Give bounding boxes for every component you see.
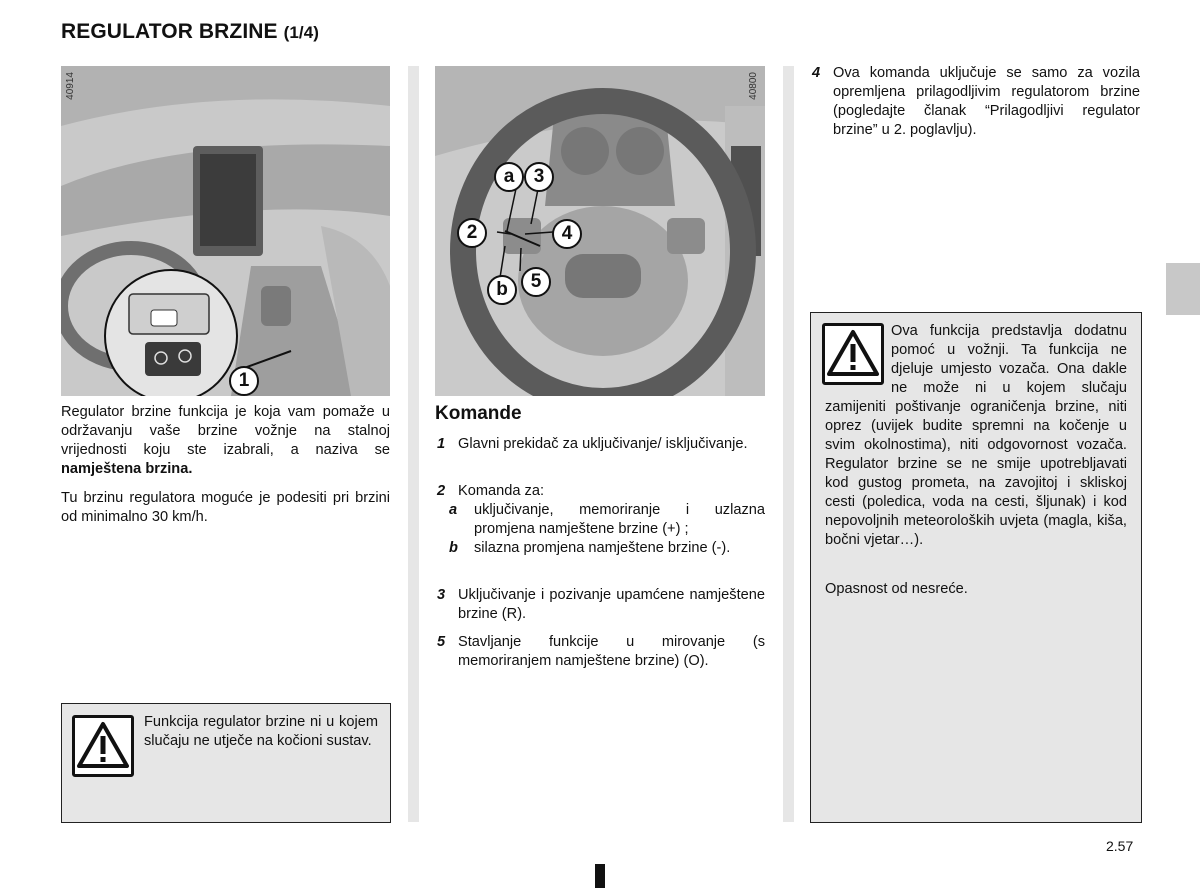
- title-text: REGULATOR BRZINE: [61, 20, 278, 43]
- image-id-40800: 40800: [748, 72, 759, 100]
- steering-wheel-illustration: [435, 66, 765, 396]
- item-text: Glavni prekidač za uključivanje/ isključivanje.: [458, 436, 748, 452]
- item-number: 5: [437, 634, 446, 650]
- dashboard-illustration: [61, 66, 390, 396]
- item-text: Uključivanje i pozivanje upamćene namještene brzine (R).: [458, 587, 765, 622]
- item-number: 1: [437, 436, 446, 452]
- command-subitem-b: [435, 539, 765, 558]
- callout-4: 4: [552, 219, 582, 249]
- warning-box-safety: [810, 312, 1142, 823]
- warning-box-braking: [61, 703, 391, 823]
- command-item-3: [435, 586, 765, 624]
- item-text: Ova komanda uključuje se samo za vozila opremljena prilagodljivim regulatorom brzine (pogledajte članak “Prilagodljivi regulator brzine” u 2. poglavlju).: [833, 65, 1140, 138]
- dashboard-drawing: [61, 66, 390, 396]
- callout-b: b: [487, 275, 517, 305]
- callout-a: a: [494, 162, 524, 192]
- warning-text-safety: [825, 322, 1127, 550]
- subitem-letter: b: [449, 540, 458, 556]
- subitem-text: silazna promjena namještene brzine (-).: [474, 540, 731, 556]
- callout-3: 3: [524, 162, 554, 192]
- item-number: 2: [437, 483, 446, 499]
- intro-paragraph: [61, 403, 390, 479]
- chapter-tab: [1166, 263, 1200, 315]
- title-part: (1/4): [283, 23, 320, 42]
- gutter-right: [783, 66, 794, 822]
- command-item-5: [435, 633, 765, 671]
- intro-text: Regulator brzine funkcija je koja vam pomaže u održavanju vaše brzine vožnje na stalnoj vrijednosti koju ste izabrali, a naziva se: [61, 404, 390, 458]
- page-marker: [595, 864, 605, 888]
- item-number: 4: [812, 65, 821, 81]
- command-subitem-a: [435, 501, 765, 539]
- min-speed-paragraph: Tu brzinu regulatora moguće je podesiti pri brzini od minimalno 30 km/h.: [61, 490, 390, 525]
- callout-1: 1: [229, 366, 259, 396]
- subitem-text: uključivanje, memoriranje i uzlazna promjena namještene brzine (+) ;: [474, 502, 765, 537]
- command-item-1: [435, 435, 765, 454]
- callout-2: 2: [457, 218, 487, 248]
- item-text: Komanda za:: [458, 483, 544, 499]
- image-id-40914: 40914: [65, 72, 76, 100]
- safety-paragraph: Ova funkcija predstavlja dodatnu pomoć u vožnji. Ta funkcija ne djeluje umjesto vozača. Ona dakle ne može ni u kojem slučaju zamijeniti poštivanje ograničenja brzine, niti oprez (uvijek budite spremni na kočenje u svim okolnostima), niti odgovornost vozača. Regulator brzine se ne smije upotrebljavati kod gustog prometa, na zavojitoj i skliskoj cesti (poledica, voda na cesti, šljunak) i kod nepovoljnih meteoroloških uvjeta (magla, kiša, bočni vjetar…).: [825, 323, 1127, 548]
- intro-bold: namještena brzina.: [61, 461, 193, 477]
- subitem-letter: a: [449, 502, 458, 518]
- section-heading-komande: Komande: [435, 403, 522, 424]
- warning-text-braking: Funkcija regulator brzine ni u kojem slučaju ne utječe na kočioni sustav.: [144, 714, 378, 749]
- warning-icon: [72, 715, 134, 777]
- callout-5: 5: [521, 267, 551, 297]
- warning-text-danger: Opasnost od nesreće.: [825, 581, 968, 597]
- page-title: [61, 20, 319, 44]
- item-number: 3: [437, 587, 446, 603]
- command-item-4: [810, 64, 1140, 140]
- icon-spacer: [825, 322, 891, 398]
- command-item-2: [435, 482, 765, 501]
- item-text: Stavljanje funkcije u mirovanje (s memoriranjem namještene brzine) (O).: [458, 634, 765, 669]
- page-number: 2.57: [1106, 838, 1134, 854]
- gutter-left: [408, 66, 419, 822]
